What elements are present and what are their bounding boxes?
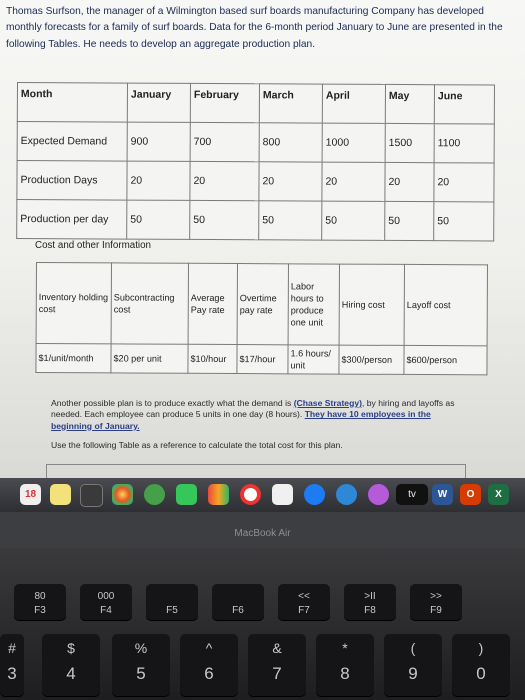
number-key[interactable] [180,634,238,696]
table-cell: 50 [127,200,190,239]
table-cell: 50 [190,200,259,239]
table-row [17,200,494,241]
app-store-icon[interactable] [304,484,325,505]
play-pause-icon: >II [364,591,376,602]
launchpad-icon[interactable] [80,484,103,507]
key-symbol: ) [478,640,484,656]
cost-value-cell: $600/person [404,345,487,374]
key-digit: 7 [272,664,282,683]
podcasts-icon[interactable] [368,484,389,505]
cost-value-cell: $10/hour [188,344,237,373]
function-key-code: F3 [34,605,46,616]
plan-text-middle: , by hiring and layoffs as needed. Each employee can produce 5 units in one day (8 hours). [51,398,455,420]
dock [0,478,525,512]
number-key[interactable] [452,634,510,696]
chase-strategy-term: (Chase Strategy) [293,398,362,408]
plan-text-prefix: Another possible plan is to produce exactly what the demand is [51,398,294,408]
notes-icon[interactable] [50,484,71,505]
table-row [17,122,494,163]
cost-header-cell: Subcontracting cost [111,263,188,344]
problem-intro: Thomas Surfson, the manager of a Wilmington based surf boards manufacturing Company has developed monthly forecasts for a family of surf boards. Data for the 6-month period January to June are presented in the following Tables. He needs to develop an aggregate production plan. [6,6,503,50]
pages-icon[interactable] [272,484,293,505]
excel-icon[interactable]: X [488,484,509,505]
cost-value-cell: $1/unit/month [36,344,111,373]
reference-note: Use the following Table as a reference to calculate the total cost for this plan. [51,439,343,450]
facetime-icon[interactable] [176,484,197,505]
calendar-icon[interactable]: 18 [20,484,41,505]
news-icon[interactable] [240,484,261,505]
function-key[interactable] [146,584,198,620]
mission-control-icon: 80 [34,591,46,602]
cost-header-cell: Layoff cost [404,264,487,345]
key-symbol: # [8,640,16,656]
cost-value-cell: $20 per unit [111,344,188,373]
key-digit: 6 [204,664,214,683]
key-symbol: % [134,640,148,656]
function-key-code: F4 [100,605,112,616]
table-cell: 800 [259,123,322,162]
table-row [17,161,494,202]
messages-icon[interactable] [144,484,165,505]
key-digit: 9 [408,664,418,683]
table-cell: 20 [322,162,385,201]
function-key-code: F5 [166,605,178,616]
header-june: June [434,85,494,124]
table-cell: 1000 [322,123,385,162]
row-label: Expected Demand [17,122,127,162]
photos-icon[interactable] [112,484,133,505]
function-key[interactable] [344,584,396,620]
key-symbol: $ [67,640,75,656]
table-cell: 50 [259,201,322,240]
reference-table-edge [46,464,466,479]
number-key[interactable] [0,634,24,696]
key-digit: 3 [7,664,17,683]
cost-header-cell: Hiring cost [339,264,404,345]
cost-header-row [36,263,487,346]
table-cell: 50 [322,201,385,240]
cost-header-cell: Labor hours to produce one unit [288,264,339,345]
number-key[interactable] [112,634,170,696]
launchpad-key-icon: 000 [97,591,115,602]
cost-value-cell: 1.6 hours/ unit [288,345,339,374]
table-cell: 700 [190,122,259,161]
table-cell: 20 [259,162,322,201]
number-key[interactable] [248,634,306,696]
number-key[interactable] [42,634,100,696]
laptop-bezel [0,512,525,548]
cost-caption: Cost and other Information [35,240,151,251]
key-digit: 5 [136,664,146,683]
cost-header-cell: Average Pay rate [188,263,237,344]
function-key-code: F7 [298,605,310,616]
row-label: Production Days [17,161,127,201]
function-key-code: F8 [364,605,376,616]
function-key[interactable] [14,584,66,620]
fast-forward-icon: >> [430,591,442,602]
chase-strategy-paragraph [51,398,469,451]
row-label: Production per day [17,200,127,240]
function-key[interactable] [410,584,462,620]
header-month: Month [17,83,127,123]
apple-tv-icon[interactable]: tv [396,484,428,505]
key-digit: 8 [340,664,350,683]
rewind-icon: << [298,591,310,602]
forecast-table [16,82,495,242]
office-icon[interactable]: O [460,484,481,505]
macbook-label: MacBook Air [234,528,291,539]
initial-employees-note: They have 10 employees in the beginning of January. [51,409,431,431]
header-february: February [190,83,259,122]
cost-value-row [36,344,487,375]
key-digit: 4 [66,664,76,683]
table-cell: 900 [127,122,190,161]
table-cell: 20 [385,162,434,201]
table-cell: 1100 [434,124,494,163]
table-cell: 50 [385,201,434,240]
function-key-code: F6 [232,605,244,616]
header-march: March [259,84,322,123]
number-key[interactable] [316,634,374,696]
function-key[interactable] [80,584,132,620]
number-key[interactable] [384,634,442,696]
table-cell: 1500 [385,123,434,162]
key-digit: 0 [476,664,486,683]
header-april: April [322,84,385,123]
key-symbol: * [342,640,348,656]
cost-value-cell: $17/hour [237,345,288,374]
table-header-row [17,83,494,124]
word-icon[interactable]: W [432,484,453,505]
table-cell: 20 [434,163,494,202]
cost-header-cell: Overtime pay rate [237,264,288,345]
table-cell: 50 [434,202,494,241]
cost-header-cell: Inventory holding cost [36,263,111,344]
cost-value-cell: $300/person [339,345,404,374]
header-may: May [385,84,434,123]
table-cell: 20 [127,161,190,200]
table-cell: 20 [190,161,259,200]
keyboard [0,548,525,700]
cost-table [35,262,488,375]
key-symbol: ^ [205,640,213,656]
safari-icon[interactable] [336,484,357,505]
function-key-code: F9 [430,605,442,616]
key-symbol: & [272,640,282,656]
header-january: January [127,83,190,122]
numbers-icon[interactable] [208,484,229,505]
function-key[interactable] [278,584,330,620]
key-symbol: ( [410,640,416,656]
function-key[interactable] [212,584,264,620]
